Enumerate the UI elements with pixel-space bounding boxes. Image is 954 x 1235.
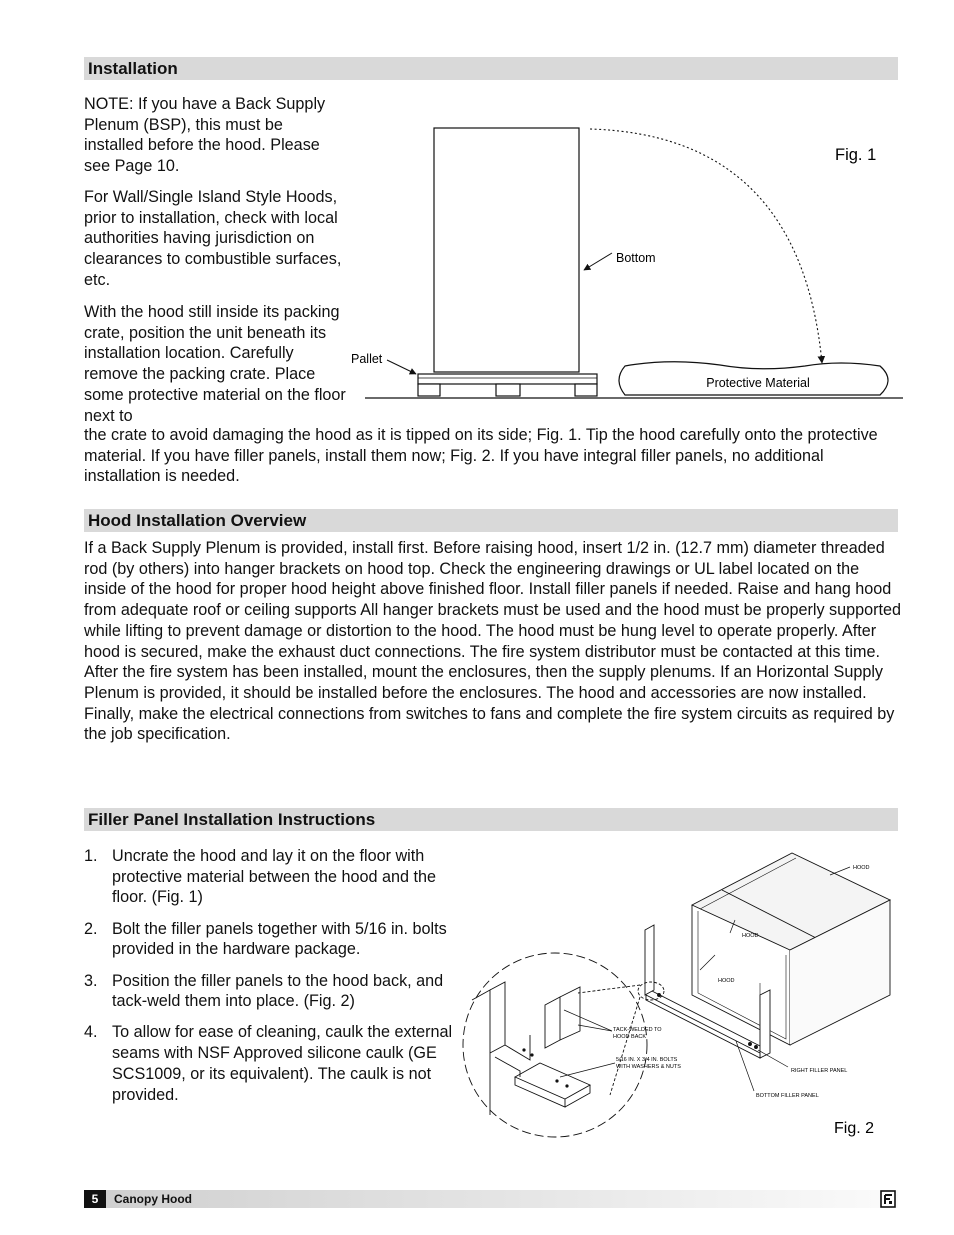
- fig2-label: Fig. 2: [834, 1120, 875, 1137]
- bottom-leader: [584, 253, 612, 270]
- fig1-tipping-diagram: [340, 110, 910, 410]
- protective-material-label: Protective Material: [706, 376, 810, 390]
- step-number: 2.: [84, 919, 98, 938]
- fig2-right-filler-label: RIGHT FILLER PANEL: [791, 1068, 848, 1074]
- upright-hood: [434, 128, 579, 372]
- step-number: 3.: [84, 971, 98, 990]
- filler-heading: Filler Panel Installation Instructions: [88, 810, 376, 829]
- filler-step: [84, 971, 454, 1012]
- fig2-bottom-filler-label: BOTTOM FILLER PANEL: [756, 1093, 819, 1099]
- overview-heading: Hood Installation Overview: [88, 511, 307, 530]
- fig2-bolts-label-line2: WITH WASHERS & NUTS: [616, 1064, 681, 1070]
- fig2-hood-label-low: HOOD: [718, 978, 735, 984]
- filler-steps-list: [84, 846, 454, 1116]
- crate-paragraph-part1: With the hood still inside its packing crate, position the unit beneath its installation location. Carefully remove the packing crate. Place some protective material on the floor next to: [84, 303, 346, 425]
- step-number: 1.: [84, 847, 98, 865]
- page-number: 5: [84, 1190, 106, 1208]
- pallet-leader: [387, 360, 416, 374]
- fig2-tack-label-line2: HOOD BACK: [613, 1034, 647, 1040]
- page-footer: [84, 1190, 898, 1208]
- installation-heading-bar: [84, 57, 898, 80]
- step-text: To allow for ease of cleaning, caulk the external seams with NSF Approved silicone caulk (GE SCS1009, or its equivalent). The caulk is not provided.: [112, 1023, 453, 1104]
- overview-body: If a Back Supply Plenum is provided, install first. Before raising hood, insert 1/2 in. (12.7 mm) diameter threaded rod (by others) into hanger brackets on hood top. Check the engineering drawings or UL label located on the inside of the hood for proper hood height above finished floor. Install filler panels if needed. Raise and hang hood from adequate roof or ceiling supports All hanger brackets must be used and the hood must be properly supported while lifting to prevent damage or distortion to the hood. The hood must be hung level to operate properly. After hood is secured, make the exhaust duct connections. The fire system distributor must be contacted at this time. After the fire system has been installed, mount the enclosures, then the supply plenums. If an Horizontal Supply Plenum is provided, it should be installed before the enclosures. The hood and accessories are now installed. Finally, make the electrical connections from switches to fans and complete the fire system circuits as required by the job specification.: [84, 539, 902, 744]
- filler-heading-bar: [84, 808, 898, 831]
- fig2-bolts-label-line1: 5/16 IN. X 3/4 IN. BOLTS: [616, 1057, 678, 1063]
- wall-island-paragraph: For Wall/Single Island Style Hoods, prior to installation, check with local authorities having jurisdiction on clearances to combustible surfaces, etc.: [84, 188, 342, 289]
- greenheck-logo-icon: [880, 1190, 896, 1208]
- fig2-filler-panel-diagram: [460, 845, 905, 1145]
- overview-heading-bar: [84, 509, 898, 532]
- detail-callout-circle: [463, 953, 647, 1137]
- step-text: Position the filler panels to the hood back, and tack-weld them into place. (Fig. 2): [112, 971, 444, 1011]
- pallet-label: Pallet: [351, 352, 383, 366]
- fig2-hood-label-top: HOOD: [853, 865, 870, 871]
- step-text: Uncrate the hood and lay it on the floor with protective material between the hood and the floor. (Fig. 1): [112, 847, 436, 907]
- footer-title: Canopy Hood: [114, 1192, 192, 1206]
- step-text: Bolt the filler panels together with 5/16 in. bolts provided in the hardware package.: [112, 919, 447, 959]
- fig1-label: Fig. 1: [835, 146, 877, 164]
- tipping-arc-arrow: [590, 129, 822, 363]
- right-filler-panel-shape: [760, 990, 770, 1058]
- pallet: [418, 374, 597, 396]
- installation-heading: Installation: [88, 59, 178, 78]
- fig2-hood-label-mid: HOOD: [742, 933, 759, 939]
- filler-step: [84, 919, 454, 960]
- crate-paragraph-part2: the crate to avoid damaging the hood as it is tipped on its side; Fig. 1. Tip the hood carefully onto the protective material. If you have filler panels, install them now; Fig. 2. If you have integral filler panels, no additional installation is needed.: [84, 426, 878, 486]
- left-filler-panel-shape: [645, 925, 654, 995]
- filler-step: [84, 1022, 454, 1105]
- bottom-filler-panel-shape: [646, 995, 760, 1058]
- bsp-note: NOTE: If you have a Back Supply Plenum (BSP), this must be installed before the hood. Please see Page 10.: [84, 95, 326, 176]
- fig2-tack-label-line1: TACK-WELDED TO: [613, 1027, 662, 1033]
- bottom-label: Bottom: [616, 251, 656, 265]
- filler-step: [84, 846, 454, 908]
- step-number: 4.: [84, 1023, 98, 1042]
